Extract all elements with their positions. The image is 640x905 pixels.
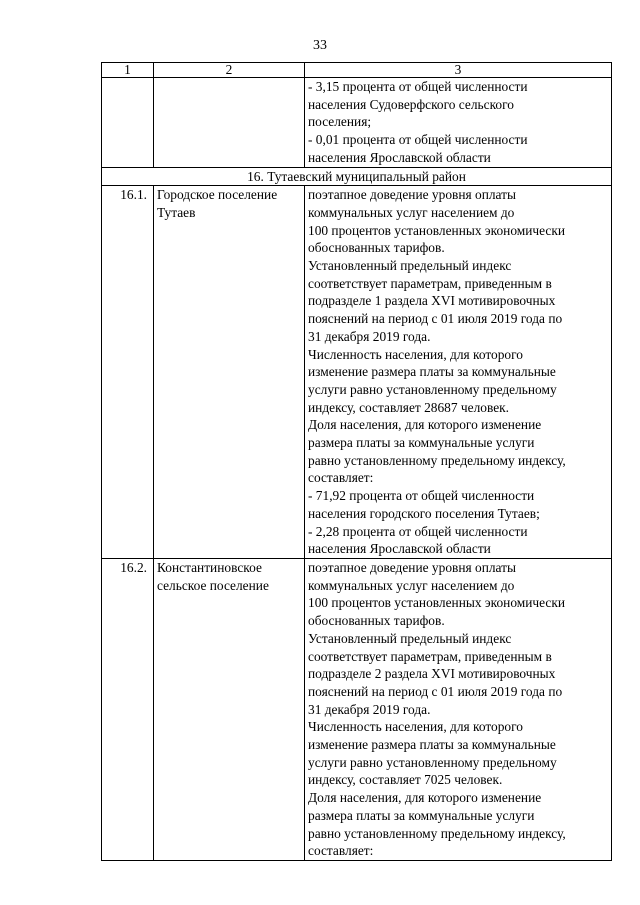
- row-number-cell: [102, 78, 154, 168]
- description-line: 100 процентов установленных экономически: [308, 595, 566, 611]
- description-line: 31 декабря 2019 года.: [308, 701, 431, 717]
- description-line: изменение размера платы за коммунальные: [308, 737, 556, 753]
- row-name-line: Тутаев: [157, 204, 196, 220]
- section-title-row: [102, 167, 612, 186]
- description-line: 100 процентов установленных экономически: [308, 222, 566, 238]
- description-line: Установленный предельный индекс: [308, 258, 512, 274]
- description-line: обоснованных тарифов.: [308, 240, 445, 256]
- description-line: населения Ярославской области: [308, 541, 491, 557]
- header-col-3: 3: [305, 63, 612, 78]
- description-line: - 0,01 процента от общей численности: [308, 132, 528, 148]
- description-line: поэтапное доведение уровня оплаты: [308, 559, 517, 575]
- description-line: услуги равно установленному предельному: [308, 754, 557, 770]
- row-name-cell: [154, 558, 305, 860]
- description-line: подразделе 2 раздела XVI мотивировочных: [308, 666, 556, 682]
- row-name-line: сельское поселение: [157, 577, 269, 593]
- description-line: населения Судоверфского сельского: [308, 96, 514, 112]
- description-line: 31 декабря 2019 года.: [308, 328, 431, 344]
- description-line: индексу, составляет 7025 человек.: [308, 772, 503, 788]
- description-line: услуги равно установленному предельному: [308, 381, 557, 397]
- description-line: изменение размера платы за коммунальные: [308, 364, 556, 380]
- description-line: - 3,15 процента от общей численности: [308, 79, 528, 94]
- description-line: равно установленному предельному индексу,: [308, 825, 566, 841]
- row-description-cell: [305, 558, 612, 860]
- document-table: [101, 62, 612, 861]
- row-description-cell: [305, 186, 612, 559]
- header-col-2: 2: [154, 63, 305, 78]
- description-line: размера платы за коммунальные услуги: [308, 435, 535, 451]
- row-number: 16.1.: [102, 186, 154, 559]
- description-line: подразделе 1 раздела XVI мотивировочных: [308, 293, 556, 309]
- description-line: пояснений на период с 01 июля 2019 года по: [308, 311, 563, 327]
- description-line: - 2,28 процента от общей численности: [308, 523, 528, 539]
- description-line: поэтапное доведение уровня оплаты: [308, 187, 517, 203]
- description-line: Доля населения, для которого изменение: [308, 417, 542, 433]
- row-name-cell: [154, 186, 305, 559]
- description-line: соответствует параметрам, приведенным в: [308, 275, 552, 291]
- description-line: населения Ярославской области: [308, 149, 491, 165]
- description-line: - 71,92 процента от общей численности: [308, 488, 535, 504]
- header-col-1: 1: [102, 63, 154, 78]
- description-line: пояснений на период с 01 июля 2019 года по: [308, 683, 563, 699]
- table-row: [102, 78, 612, 168]
- description-line: поселения;: [308, 114, 372, 130]
- page-number: 33: [313, 38, 327, 53]
- description-line: коммунальных услуг населением до: [308, 204, 515, 220]
- description-line: равно установленному предельному индексу,: [308, 452, 566, 468]
- table-header-row: [102, 63, 612, 78]
- row-name-line: Городское поселение: [157, 187, 278, 203]
- description-line: индексу, составляет 28687 человек.: [308, 399, 510, 415]
- row-description-cell: [305, 78, 612, 168]
- description-line: составляет:: [308, 470, 374, 486]
- description-line: Установленный предельный индекс: [308, 630, 512, 646]
- description-line: населения городского поселения Тутаев;: [308, 505, 540, 521]
- table-row: [102, 558, 612, 860]
- description-line: составляет:: [308, 843, 374, 859]
- description-line: Доля населения, для которого изменение: [308, 790, 542, 806]
- description-line: размера платы за коммунальные услуги: [308, 807, 535, 823]
- description-line: обоснованных тарифов.: [308, 613, 445, 629]
- description-line: Численность населения, для которого: [308, 719, 523, 735]
- row-name-cell: [154, 78, 305, 168]
- row-name-line: Константиновское: [157, 559, 262, 575]
- row-number: 16.2.: [102, 558, 154, 860]
- section-title: 16. Тутаевский муниципальный район: [102, 167, 612, 186]
- description-line: соответствует параметрам, приведенным в: [308, 648, 552, 664]
- table-row: [102, 186, 612, 559]
- description-line: Численность населения, для которого: [308, 346, 523, 362]
- description-line: коммунальных услуг населением до: [308, 577, 515, 593]
